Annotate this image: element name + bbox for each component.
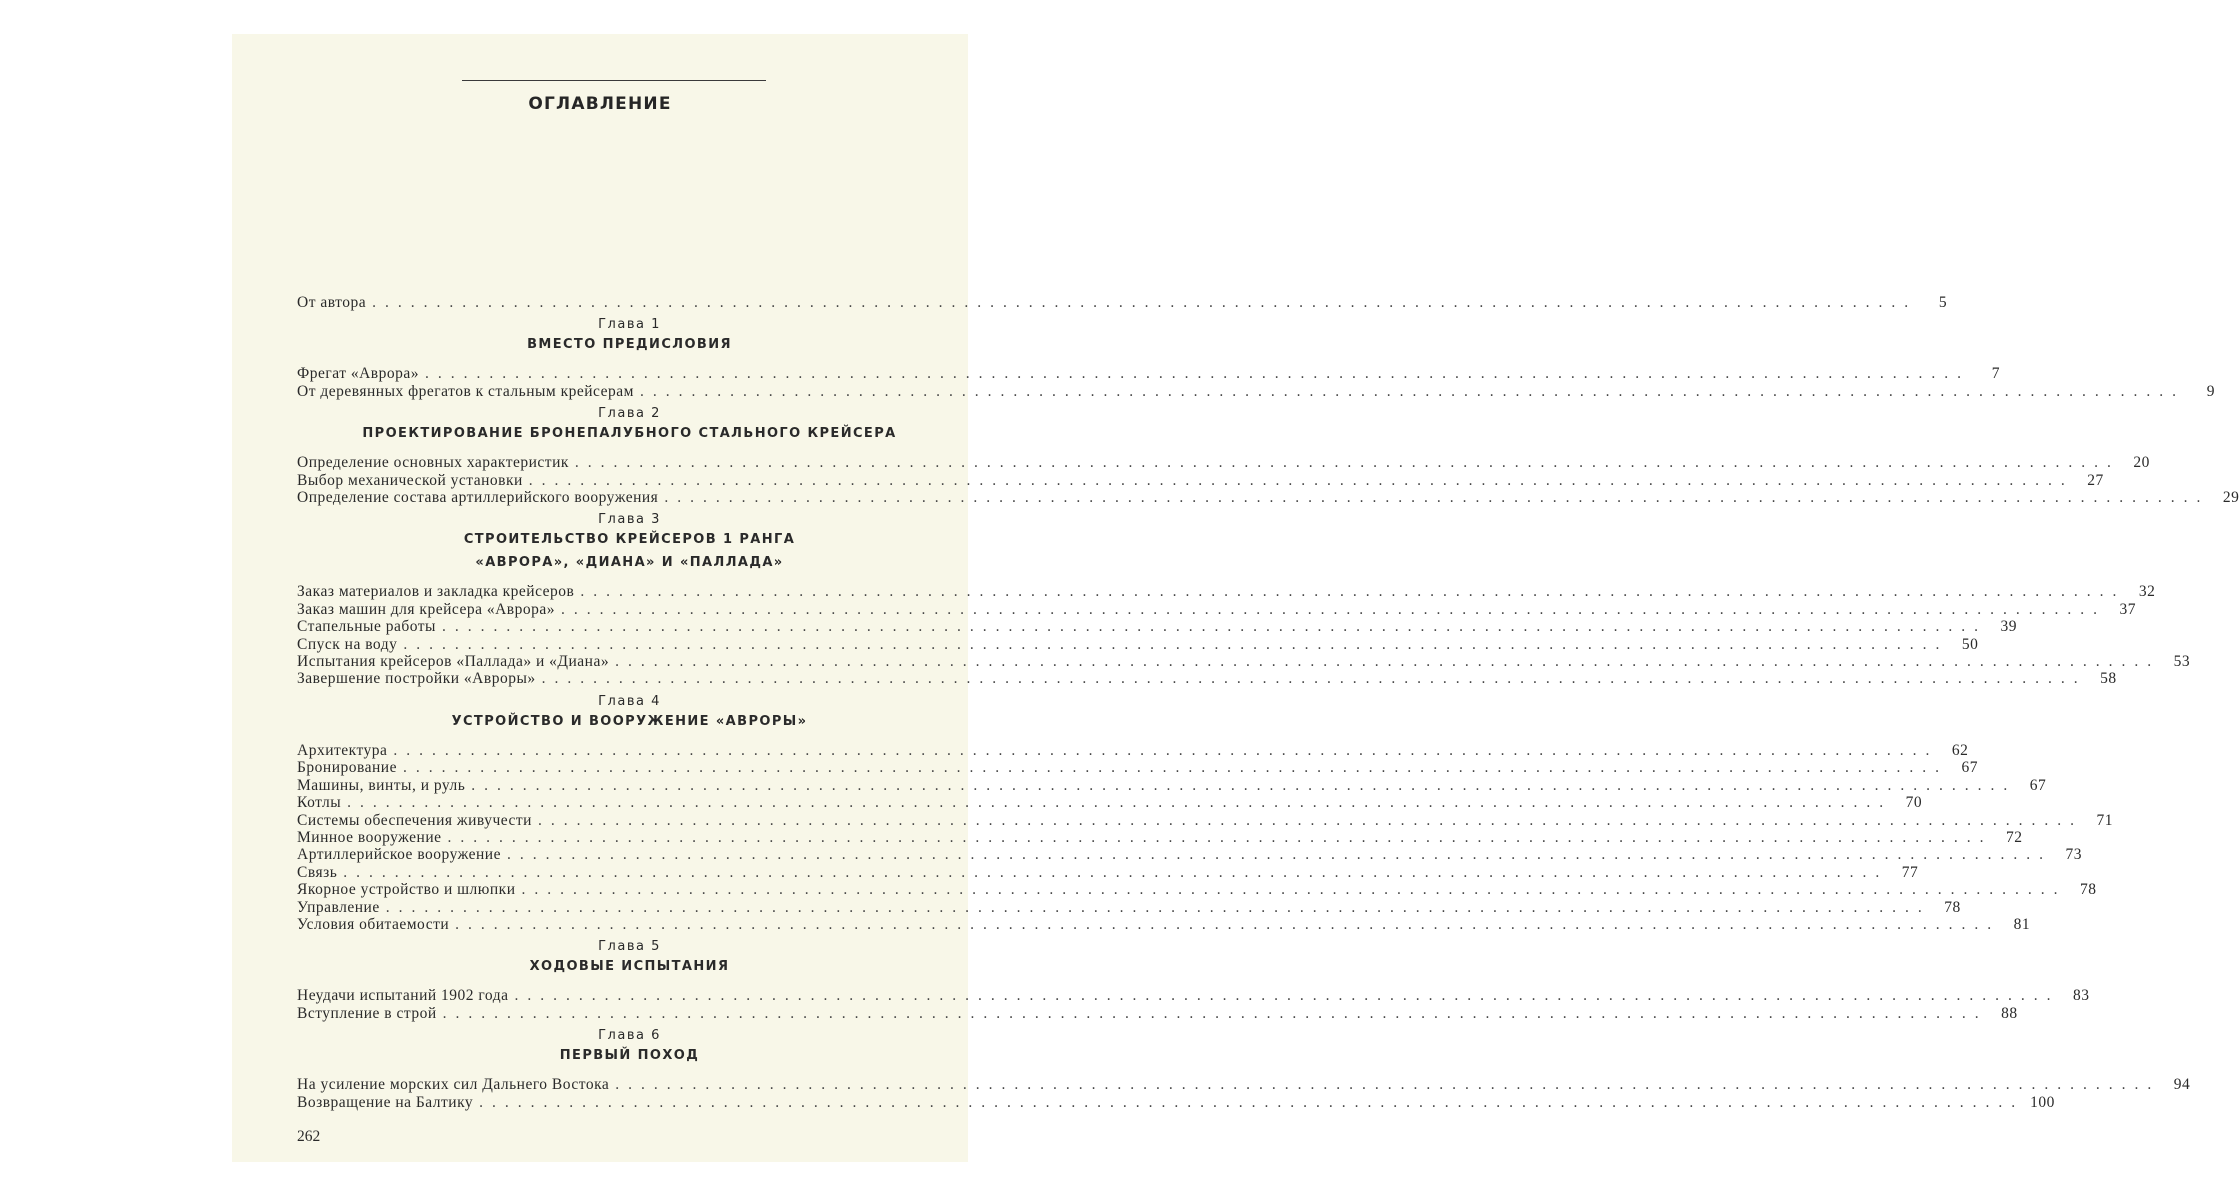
dot-leader: ........................................................................................................................ — [506, 846, 2052, 864]
toc-entry — [297, 898, 1961, 916]
dot-leader: ........................................................................................................................ — [347, 794, 1893, 812]
entry-page: 5 — [1938, 294, 1948, 311]
dot-leader: ........................................................................................................................ — [560, 600, 2106, 618]
chapter-label: Глава 1 — [598, 317, 661, 333]
entry-title: На усиление морских сил Дальнего Востока — [297, 1076, 610, 1094]
toc-entry — [297, 828, 2023, 846]
dot-leader: ........................................................................................................................ — [615, 1076, 2161, 1094]
dot-leader: ........................................................................................................................ — [403, 635, 1949, 653]
entry-title: Связь — [297, 863, 338, 881]
entry-title: Стапельные работы — [297, 618, 436, 636]
toc-entry — [297, 489, 2239, 507]
chapter-title-line: «АВРОРА», «ДИАНА» И «ПАЛЛАДА» — [475, 555, 784, 571]
dot-leader: ........................................................................................................................ — [441, 618, 1987, 636]
entry-page: 94 — [2173, 1076, 2191, 1094]
entry-page: 78 — [2080, 881, 2097, 899]
dot-leader: ........................................................................................................................ — [537, 811, 2083, 829]
entry-page: 83 — [2072, 987, 2090, 1005]
chapter-label: Глава 2 — [598, 406, 661, 422]
chapter-title-line: ПЕРВЫЙ ПОХОД — [559, 1048, 700, 1064]
chapter-title — [297, 528, 942, 574]
entry-title: Завершение постройки «Авроры» — [297, 670, 536, 688]
entry-title: Фрегат «Аврора» — [297, 365, 420, 383]
chapter-title-line: ХОДОВЫЕ ИСПЫТАНИЯ — [529, 959, 730, 975]
entry-title: Заказ машин для крейсера «Аврора» — [297, 600, 555, 618]
toc-entry — [297, 471, 2104, 489]
entry-title: Условия обитаемости — [297, 915, 450, 933]
chapter-title — [297, 710, 942, 733]
entry-page: 50 — [1961, 635, 1979, 653]
entry-page: 39 — [2000, 618, 2017, 636]
dot-leader: ........................................................................................................................ — [343, 863, 1889, 881]
chapter-label: Глава 4 — [598, 693, 661, 709]
entry-page: 37 — [2119, 600, 2136, 618]
entry-title: Заказ материалов и закладка крейсеров — [297, 583, 575, 601]
dot-leader: ........................................................................................................................ — [447, 828, 1993, 846]
entry-page: 29 — [2222, 489, 2239, 507]
entry-page: 78 — [1944, 898, 1961, 916]
entry-title: Бронирование — [297, 759, 397, 777]
dot-leader: ........................................................................................................................ — [471, 776, 2017, 794]
toc-entry — [297, 635, 1979, 653]
chapter-title-line: УСТРОЙСТВО И ВООРУЖЕНИЕ «АВРОРЫ» — [451, 713, 808, 729]
toc-entry — [297, 863, 1919, 881]
dot-leader: ........................................................................................................................ — [521, 881, 2067, 899]
entry-title: Неудачи испытаний 1902 года — [297, 987, 509, 1005]
toc-entry — [297, 1004, 2018, 1022]
entry-title: Определение состава артиллерийского вооружения — [297, 489, 659, 507]
dot-leader: ........................................................................................................................ — [385, 898, 1931, 916]
toc-entry-intro — [297, 294, 1948, 311]
chapter-title-line: ПРОЕКТИРОВАНИЕ БРОНЕПАЛУБНОГО СТАЛЬНОГО КРЕЙСЕРА — [362, 426, 897, 442]
toc-entry — [297, 653, 2191, 671]
entry-page: 81 — [2013, 915, 2031, 933]
toc-entry — [297, 454, 2150, 472]
chapter-label: Глава 3 — [598, 512, 661, 528]
entry-title: От автора — [297, 294, 367, 311]
entry-title: Определение основных характеристик — [297, 454, 569, 472]
dot-leader: ........................................................................................................................ — [580, 583, 2126, 601]
entry-title: Системы обеспечения живучести — [297, 811, 532, 829]
dot-leader: ........................................................................................................................ — [574, 454, 2120, 472]
entry-title: Машины, винты, и руль — [297, 776, 466, 794]
chapter-title-line: СТРОИТЕЛЬСТВО КРЕЙСЕРОВ 1 РАНГА — [463, 532, 796, 548]
entry-title: Управление — [297, 898, 380, 916]
entry-title: Артиллерийское вооружение — [297, 846, 501, 864]
entry-page: 100 — [2030, 1093, 2055, 1111]
entry-title: Архитектура — [297, 741, 388, 759]
entry-page: 70 — [1905, 794, 1923, 812]
entry-title: От деревянных фрегатов к стальным крейсерам — [297, 382, 634, 400]
entry-title: Якорное устройство и шлюпки — [297, 881, 516, 899]
toc-entry — [297, 846, 2082, 864]
dot-leader: ........................................................................................................................ — [615, 653, 2161, 671]
chapter-label: Глава 5 — [598, 939, 661, 955]
page-number: 262 — [297, 1128, 321, 1145]
dot-leader: ........................................................................................................................ — [479, 1093, 2025, 1111]
dot-leader: ........................................................................................................................ — [442, 1004, 1988, 1022]
chapter-title — [297, 333, 942, 356]
dot-leader: ........................................................................................................................ — [541, 670, 2087, 688]
entry-title: Возвращение на Балтику — [297, 1093, 474, 1111]
toc-entry — [297, 1093, 2055, 1111]
dot-leader: ........................................................................................................................ — [639, 382, 2185, 400]
entry-page: 71 — [2096, 811, 2113, 829]
entry-page: 27 — [2087, 471, 2104, 489]
entry-page: 67 — [2029, 776, 2047, 794]
entry-page: 77 — [1901, 863, 1919, 881]
chapter-title — [297, 422, 942, 445]
entry-page: 9 — [2206, 382, 2215, 400]
toc-entry — [297, 583, 2156, 601]
toc-entry — [297, 776, 2047, 794]
toc-entry — [297, 987, 2090, 1005]
toc-entry — [297, 600, 2136, 618]
dot-leader: ........................................................................................................................ — [372, 294, 1918, 311]
dot-leader: ........................................................................................................................ — [514, 987, 2060, 1005]
entry-page: 20 — [2133, 454, 2150, 472]
toc-entry — [297, 618, 2017, 636]
entry-title: Спуск на воду — [297, 635, 398, 653]
toc-entry — [297, 382, 2215, 400]
entry-title: Выбор механической установки — [297, 471, 523, 489]
dot-leader: ........................................................................................................................ — [528, 471, 2074, 489]
entry-title: Испытания крейсеров «Паллада» и «Диана» — [297, 653, 610, 671]
top-rule — [462, 80, 766, 81]
toc-entry — [297, 365, 2001, 383]
entry-page: 53 — [2173, 653, 2191, 671]
toc-entry — [297, 915, 2031, 933]
dot-leader: ........................................................................................................................ — [455, 915, 2001, 933]
entry-page: 32 — [2138, 583, 2156, 601]
entry-page: 72 — [2006, 828, 2023, 846]
entry-title: Вступление в строй — [297, 1004, 437, 1022]
chapter-title — [297, 955, 942, 978]
entry-page: 67 — [1961, 759, 1978, 777]
toc-heading: ОГЛАВЛЕНИЕ — [528, 94, 672, 114]
toc-entry — [297, 794, 1923, 812]
chapter-title-line: ВМЕСТО ПРЕДИСЛОВИЯ — [527, 337, 732, 353]
table-of-contents — [297, 294, 2239, 1111]
entry-page: 62 — [1951, 741, 1969, 759]
entry-page: 88 — [2001, 1004, 2018, 1022]
entry-page: 7 — [1991, 365, 2001, 383]
entry-page: 73 — [2065, 846, 2082, 864]
entry-title: Минное вооружение — [297, 828, 442, 846]
toc-entry — [297, 811, 2113, 829]
toc-entry — [297, 759, 1978, 777]
dot-leader: ........................................................................................................................ — [393, 741, 1939, 759]
toc-entry — [297, 670, 2117, 688]
toc-entry — [297, 741, 1969, 759]
dot-leader: ........................................................................................................................ — [402, 759, 1948, 777]
dot-leader: ........................................................................................................................ — [425, 365, 1971, 383]
dot-leader: ........................................................................................................................ — [664, 489, 2210, 507]
chapter-title — [297, 1044, 942, 1067]
toc-entry — [297, 881, 2097, 899]
entry-title: Котлы — [297, 794, 342, 812]
chapter-label: Глава 6 — [598, 1028, 661, 1044]
entry-page: 58 — [2100, 670, 2117, 688]
toc-entry — [297, 1076, 2191, 1094]
